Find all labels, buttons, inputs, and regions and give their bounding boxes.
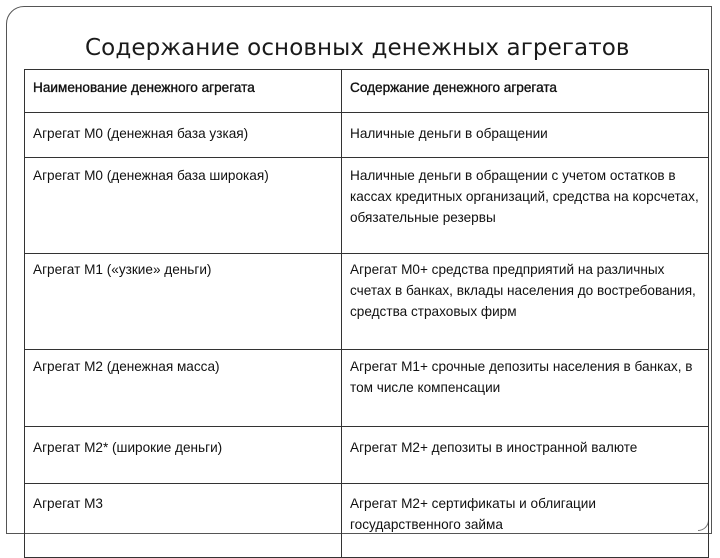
aggregate-name-cell: Агрегат М1 («узкие» деньги): [25, 254, 342, 350]
table-row: [25, 113, 709, 158]
page-title: Содержание основных денежных агрегатов: [85, 35, 630, 61]
table-row: [25, 350, 709, 427]
aggregate-name-cell: Агрегат М3: [25, 484, 342, 558]
aggregate-name-cell: Агрегат М2* (широкие деньги): [25, 427, 342, 484]
aggregate-content-cell: Агрегат М2+ сертификаты и облигации государственного займа: [342, 484, 709, 558]
table-header-cell: [342, 70, 709, 113]
aggregate-name-cell: Агрегат М2 (денежная масса): [25, 350, 342, 427]
aggregate-name-cell: Агрегат М0 (денежная база узкая): [25, 113, 342, 158]
aggregate-content-cell: Агрегат М1+ срочные депозиты населения в банках, в том числе компенсации: [342, 350, 709, 427]
aggregates-table: [24, 69, 709, 558]
table-row: [25, 254, 709, 350]
table-header-row: [25, 70, 709, 113]
aggregate-content-cell: Наличные деньги в обращении с учетом остатков в кассах кредитных организаций, средства на корсчетах, обязательные резервы: [342, 158, 709, 254]
aggregate-content-cell: Агрегат М0+ средства предприятий на различных счетах в банках, вклады населения до востребования, средства страховых фирм: [342, 254, 709, 350]
aggregate-name-cell: Агрегат М0 (денежная база широкая): [25, 158, 342, 254]
header-name-label: Наименование денежного агрегата: [33, 80, 255, 95]
table-row: [25, 158, 709, 254]
table-row: [25, 427, 709, 484]
table-header-cell: [25, 70, 342, 113]
header-content-label: Содержание денежного агрегата: [350, 80, 557, 95]
aggregate-content-cell: Наличные деньги в обращении: [342, 113, 709, 158]
table-row: [25, 484, 709, 558]
aggregate-content-cell: Агрегат М2+ депозиты в иностранной валюте: [342, 427, 709, 484]
